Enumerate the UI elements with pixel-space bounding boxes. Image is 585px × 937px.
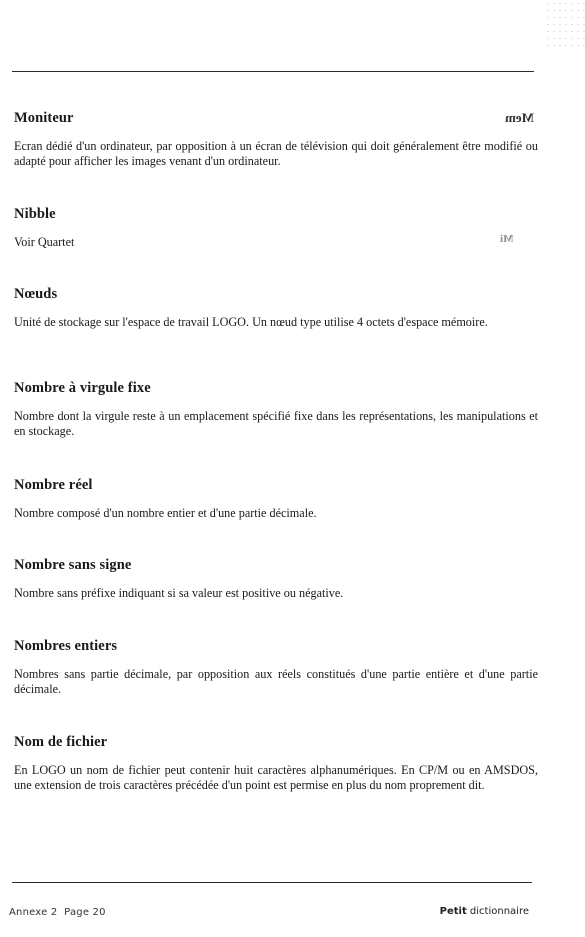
scan-noise — [545, 0, 585, 50]
entry-term: Nom de fichier — [14, 734, 108, 750]
entry-definition: Nombre dont la virgule reste à un emplacement spécifié fixe dans les représentations, les manipulations et en stockage. — [14, 409, 538, 438]
glossary-entry-nombre-virgule-fixe — [14, 380, 538, 439]
glossary-entry-nombre-sans-signe — [14, 557, 538, 601]
footer-section: Annexe 2 — [9, 907, 58, 918]
entry-term: Nibble — [14, 206, 56, 222]
footer-page-number: Page 20 — [64, 907, 106, 918]
footer-rule — [12, 882, 532, 883]
entry-term: Moniteur — [14, 110, 74, 126]
glossary-entry-nombre-reel — [14, 477, 538, 521]
show-through-text-top: Mem — [505, 110, 534, 125]
entry-definition: Unité de stockage sur l'espace de travail LOGO. Un nœud type utilise 4 octets d'espace mémoire. — [14, 315, 488, 329]
glossary-entry-nom-de-fichier — [14, 734, 538, 793]
glossary-entry-noeuds — [14, 286, 538, 330]
entry-term: Nombre sans signe — [14, 557, 132, 573]
entry-definition: Voir Quartet — [14, 235, 75, 249]
entry-definition: Ecran dédié d'un ordinateur, par opposition à un écran de télévision qui doit généralement être modifié ou adapté pour afficher les images venant d'un ordinateur. — [14, 139, 538, 168]
entry-term: Nombre réel — [14, 477, 93, 493]
entry-definition: Nombres sans partie décimale, par opposition aux réels constitués d'une partie entière et d'une partie décimale. — [14, 667, 538, 696]
footer-title: dictionnaire — [469, 906, 529, 917]
footer-title-bold: Petit — [439, 906, 467, 917]
entry-term: Nombre à virgule fixe — [14, 380, 151, 396]
glossary-entry-moniteur — [14, 110, 538, 169]
entry-definition: Nombre sans préfixe indiquant si sa valeur est positive ou négative. — [14, 586, 344, 600]
entry-term: Nœuds — [14, 286, 58, 302]
glossary-entry-nibble — [14, 206, 538, 250]
page-footer-left — [9, 907, 106, 918]
glossary-entry-nombres-entiers — [14, 638, 538, 697]
page-footer-right — [440, 906, 529, 917]
entry-term: Nombres entiers — [14, 638, 118, 654]
entry-definition: Nombre composé d'un nombre entier et d'une partie décimale. — [14, 506, 317, 520]
entry-definition: En LOGO un nom de fichier peut contenir huit caractères alphanumériques. En CP/M ou en AMSDOS, une extension de trois caractères précédée d'un point est permise en plus du nom proprement dit. — [14, 763, 538, 792]
header-rule — [12, 71, 534, 72]
show-through-text-middle: Mi — [500, 233, 514, 245]
